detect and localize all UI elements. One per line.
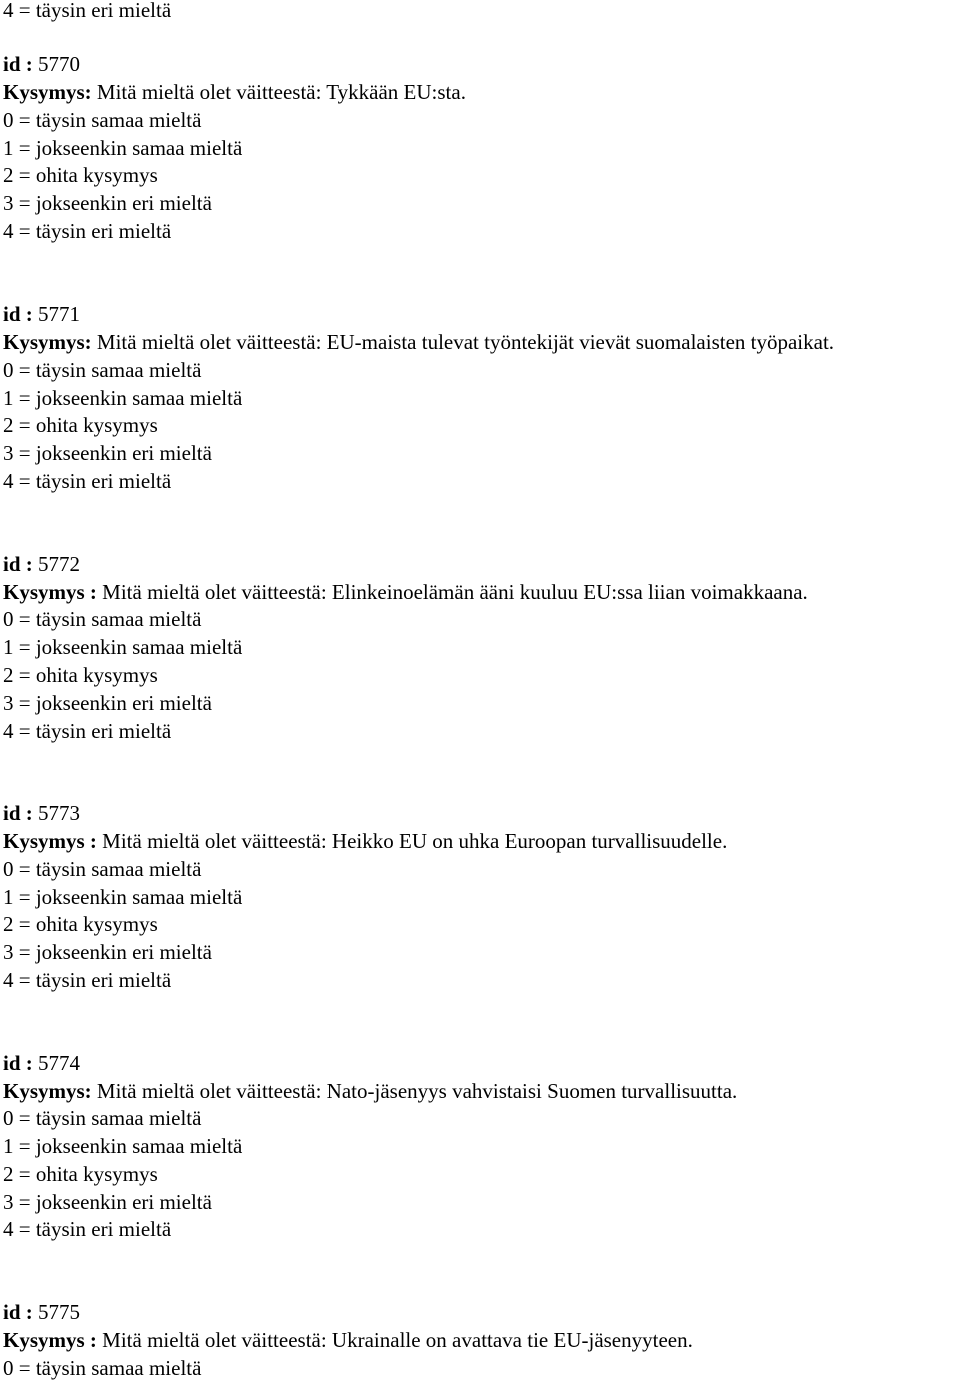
id-label: id :: [3, 552, 39, 576]
question-label: Kysymys:: [3, 80, 92, 104]
id-label: id :: [3, 1051, 39, 1075]
question-line: [3, 80, 466, 104]
option-4: 4 = täysin eri mieltä: [3, 968, 172, 992]
item-id-line: [3, 1051, 80, 1075]
option-3: 3 = jokseenkin eri mieltä: [3, 940, 212, 964]
option-2: 2 = ohita kysymys: [3, 413, 158, 437]
id-label: id :: [3, 302, 39, 326]
question-line: [3, 330, 834, 354]
id-label: id :: [3, 1300, 39, 1324]
top-fragment: 4 = täysin eri mieltä: [3, 0, 172, 22]
question-label: Kysymys:: [3, 1079, 92, 1103]
option-1: 1 = jokseenkin samaa mieltä: [3, 635, 243, 659]
question-text: Mitä mieltä olet väitteestä: Heikko EU on uhka Euroopan turvallisuudelle.: [96, 829, 728, 853]
id-value: 5771: [38, 302, 81, 326]
option-4: 4 = täysin eri mieltä: [3, 219, 172, 243]
id-value: 5773: [38, 801, 81, 825]
question-text: Mitä mieltä olet väitteestä: Nato-jäsenyys vahvistaisi Suomen turvallisuutta.: [91, 1079, 738, 1103]
option-3: 3 = jokseenkin eri mieltä: [3, 191, 212, 215]
option-1: 1 = jokseenkin samaa mieltä: [3, 136, 243, 160]
option-0: 0 = täysin samaa mieltä: [3, 358, 202, 382]
option-4: 4 = täysin eri mieltä: [3, 469, 172, 493]
id-value: 5770: [38, 52, 81, 76]
option-2: 2 = ohita kysymys: [3, 1162, 158, 1186]
question-text: Mitä mieltä olet väitteestä: Elinkeinoelämän ääni kuuluu EU:ssa liian voimakkaana.: [96, 580, 808, 604]
id-label: id :: [3, 801, 39, 825]
option-2: 2 = ohita kysymys: [3, 163, 158, 187]
option-0: 0 = täysin samaa mieltä: [3, 607, 202, 631]
option-0: 0 = täysin samaa mieltä: [3, 1356, 202, 1380]
option-1: 1 = jokseenkin samaa mieltä: [3, 386, 243, 410]
id-value: 5774: [38, 1051, 81, 1075]
question-text: Mitä mieltä olet väitteestä: Tykkään EU:sta.: [91, 80, 466, 104]
question-text: Mitä mieltä olet väitteestä: Ukrainalle on avattava tie EU-jäsenyyteen.: [96, 1328, 693, 1352]
id-value: 5772: [38, 552, 81, 576]
option-3: 3 = jokseenkin eri mieltä: [3, 1190, 212, 1214]
option-4: 4 = täysin eri mieltä: [3, 719, 172, 743]
id-value: 5775: [38, 1300, 81, 1324]
option-0: 0 = täysin samaa mieltä: [3, 857, 202, 881]
option-3: 3 = jokseenkin eri mieltä: [3, 691, 212, 715]
question-label: Kysymys :: [3, 580, 97, 604]
option-2: 2 = ohita kysymys: [3, 912, 158, 936]
question-label: Kysymys :: [3, 1328, 97, 1352]
question-line: [3, 1328, 693, 1352]
item-id-line: [3, 1300, 80, 1324]
item-id-line: [3, 552, 80, 576]
option-2: 2 = ohita kysymys: [3, 663, 158, 687]
question-text: Mitä mieltä olet väitteestä: EU-maista tulevat työntekijät vievät suomalaisten työpaikat.: [91, 330, 835, 354]
item-id-line: [3, 52, 80, 76]
item-id-line: [3, 801, 80, 825]
question-label: Kysymys :: [3, 829, 97, 853]
item-id-line: [3, 302, 80, 326]
option-0: 0 = täysin samaa mieltä: [3, 1106, 202, 1130]
option-0: 0 = täysin samaa mieltä: [3, 108, 202, 132]
option-1: 1 = jokseenkin samaa mieltä: [3, 885, 243, 909]
question-line: [3, 580, 808, 604]
id-label: id :: [3, 52, 39, 76]
question-line: [3, 829, 727, 853]
question-line: [3, 1079, 737, 1103]
question-label: Kysymys:: [3, 330, 92, 354]
option-4: 4 = täysin eri mieltä: [3, 1217, 172, 1241]
option-1: 1 = jokseenkin samaa mieltä: [3, 1134, 243, 1158]
option-3: 3 = jokseenkin eri mieltä: [3, 441, 212, 465]
